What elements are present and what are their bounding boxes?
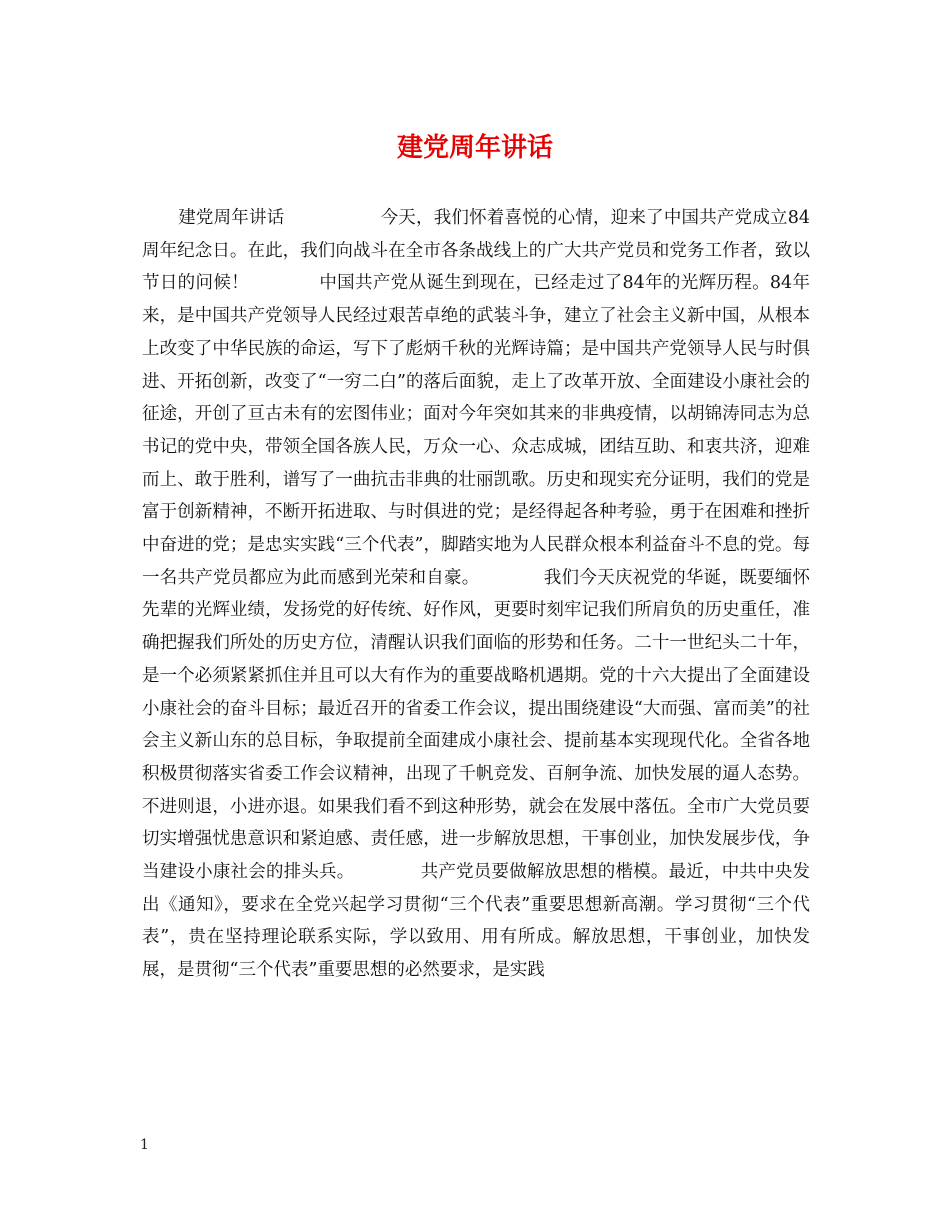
document-body <box>142 202 810 987</box>
paragraph-4: 共产党员要做解放思想的楷模。最近，中共中央发出《通知》，要求在全党兴起学习贯彻“三个代表”重要思想新高潮。学习贯彻“三个代表”，贵在坚持理论联系实际，学以致用、用有所成。解放思想，干事创业，加快发展，是贯彻“三个代表”重要思想的必然要求，是实践 <box>142 862 811 981</box>
paragraph-1: 今天，我们怀着喜悦的心情，迎来了中国共产党成立84周年纪念日。在此，我们向战斗在全市各条战线上的广大共产党员和党务工作者，致以节日的问候！ <box>142 208 810 294</box>
paragraph-heading: 建党周年讲话 <box>178 208 285 228</box>
document-title: 建党周年讲话 <box>396 133 553 163</box>
page-number: 1 <box>140 1137 149 1153</box>
paragraph-3: 我们今天庆祝党的华诞，既要缅怀先辈的光辉业绩，发扬党的好传统、好作风，更要时刻牢记我们所肩负的历史重任，准确把握我们所处的历史方位，清醒认识我们面临的形势和任务。二十一世纪头二十年，是一个必须紧紧抓住并且可以大有作为的重要战略机遇期。党的十六大提出了全面建设小康社会的奋斗目标；最近召开的省委工作会议，提出围绕建设“大而强、富而美”的社会主义新山东的总目标，争取提前全面建成小康社会、提前基本实现现代化。全省各地积极贯彻落实省委工作会议精神，出现了千帆竞发、百舸争流、加快发展的逼人态势。不进则退，小进亦退。如果我们看不到这种形势，就会在发展中落伍。全市广大党员要切实增强忧患意识和紧迫感、责任感，进一步解放思想，干事创业，加快发展步伐，争当建设小康社会的排头兵。 <box>142 567 811 883</box>
paragraph-2: 中国共产党从诞生到现在，已经走过了84年的光辉历程。84年来，是中国共产党领导人民经过艰苦卓绝的武装斗争，建立了社会主义新中国，从根本上改变了中华民族的命运，写下了彪炳千秋的光辉诗篇；是中国共产党领导人民与时俱进、开拓创新，改变了“一穷二白”的落后面貌，走上了改革开放、全面建设小康社会的征途，开创了亘古未有的宏图伟业；面对今年突如其来的非典疫情，以胡锦涛同志为总书记的党中央，带领全国各族人民，万众一心、众志成城，团结互助、和衷共济，迎难而上、敢于胜利，谱写了一曲抗击非典的壮丽凯歌。历史和现实充分证明，我们的党是富于创新精神，不断开拓进取、与时俱进的党；是经得起各种考验，勇于在困难和挫折中奋进的党；是忠实实践“三个代表”，脚踏实地为人民群众根本利益奋斗不息的党。每一名共产党员都应为此而感到光荣和自豪。 <box>142 273 810 588</box>
